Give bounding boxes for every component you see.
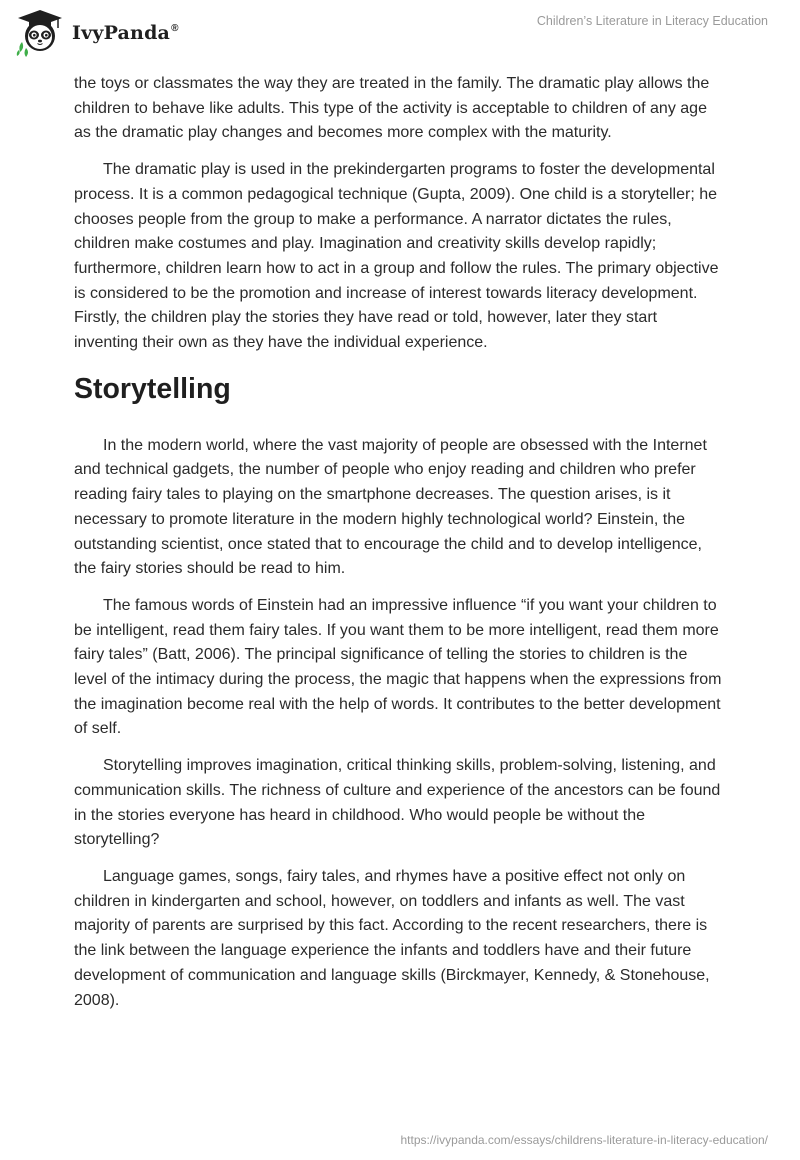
registered-mark: ® [171, 23, 179, 34]
essay-content [74, 72, 724, 1025]
page-header [0, 0, 800, 70]
document-title: Children’s Literature in Literacy Education [536, 14, 768, 28]
paragraph: the toys or classmates the way they are treated in the family. The dramatic play allows the children to behave like adults. This type of the activity is acceptable to children of any age as the dramatic play changes and becomes more complex with the maturity. [74, 75, 710, 142]
source-url[interactable]: https://ivypanda.com/essays/childrens-literature-in-literacy-education/ [400, 1133, 768, 1147]
paragraph: The dramatic play is used in the prekindergarten programs to foster the developmental process. It is a common pedagogical technique (Gupta, 2009). One child is a storyteller; he chooses people from the group to make a performance. A narrator dictates the rules, children make costumes and play. Imagination and creativity skills develop rapidly; furthermore, children learn how to act in a group and follow the rules. The primary objective is considered to be the promotion and increase of interest towards literacy development. Firstly, the children play the stories they have read or told, however, later they start inventing their own as they have the individual experience. [74, 161, 719, 352]
paragraph: In the modern world, where the vast majority of people are obsessed with the Internet and technical gadgets, the number of people who enjoy reading and children who prefer reading fairy tales to playing on the smartphone decreases. The question arises, is it necessary to promote literature in the modern highly technological world? Einstein, the outstanding scientist, once stated that to encourage the child and to develop intelligence, the fairy stories should be read to him. [74, 436, 707, 578]
paragraph: The famous words of Einstein had an impressive influence “if you want your children to be intelligent, read them fairy tales. If you want them to be more intelligent, read them more fairy tales” (Batt, 2006). The principal significance of telling the stories to children is the level of the intimacy during the process, the magic that happens when the expressions from the imagination become real with the help of words. It contributes to the better development of self. [74, 596, 722, 738]
section-heading: Storytelling [74, 372, 231, 405]
panda-graduate-logo-icon [14, 6, 66, 58]
paragraph: Storytelling improves imagination, critical thinking skills, problem-solving, listening, and communication skills. The richness of culture and experience of the ancestors can be found in the stories everyone has heard in childhood. Who would people be without the storytelling? [74, 757, 721, 849]
brand-name: IvyPanda® [72, 22, 179, 44]
ivypanda-logo[interactable] [14, 6, 179, 58]
paragraph: Language games, songs, fairy tales, and rhymes have a positive effect not only on children in kindergarten and school, however, on toddlers and infants as well. The vast majority of parents are surprised by this fact. According to the recent researchers, there is the link between the language experience the infants and toddlers have and their future development of communication and language skills (Birckmayer, Kennedy, & Stonehouse, 2008). [74, 867, 710, 1009]
